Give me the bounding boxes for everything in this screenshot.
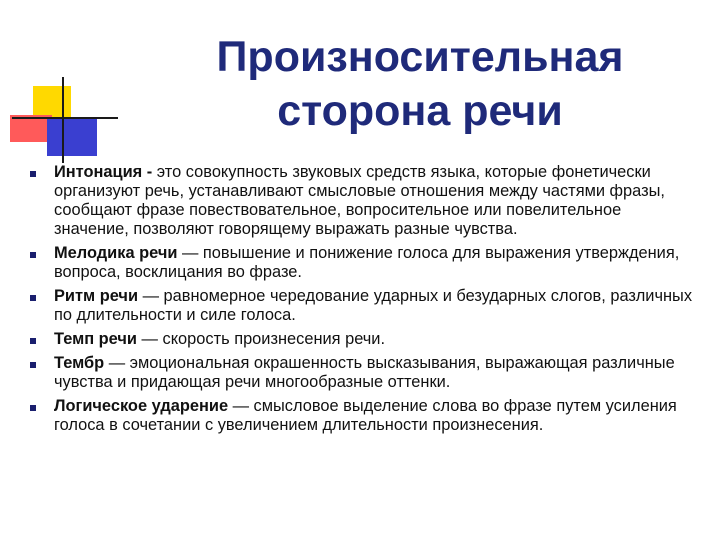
square-bullet-icon [30, 338, 36, 344]
decor-horizontal-line [12, 117, 118, 119]
item-text: — равномерное чередование ударных и безударных слогов, различных по длительности и силе голоса. [54, 287, 693, 324]
square-bullet-icon [30, 405, 36, 411]
list-item [30, 397, 700, 435]
item-term: Логическое ударение [54, 397, 229, 415]
item-text: — скорость произнесения речи. [137, 330, 386, 348]
square-bullet-icon [30, 171, 36, 177]
list-item [30, 287, 700, 325]
item-term: Интонация - [54, 163, 153, 181]
item-term: Ритм речи [54, 287, 139, 305]
item-term: Темп речи [54, 330, 137, 348]
square-bullet-icon [30, 295, 36, 301]
slide-title [150, 30, 690, 138]
list-item [30, 330, 700, 349]
list-item [30, 244, 700, 282]
item-text: — эмоциональная окрашенность высказывания, выражающая различные чувства и придающая речи многообразные оттенки. [54, 354, 675, 391]
title-line-2: сторона речи [277, 87, 563, 135]
definition-list [30, 163, 700, 435]
item-term: Тембр [54, 354, 105, 372]
list-item [30, 163, 700, 239]
decor-vertical-line [62, 77, 64, 163]
list-item [30, 354, 700, 392]
square-bullet-icon [30, 362, 36, 368]
item-text: — повышение и понижение голоса для выражения утверждения, вопроса, восклицания во фразе. [54, 244, 680, 281]
item-text: — смысловое выделение слова во фразе путем усиления голоса в сочетании с увеличением длительности произнесения. [54, 397, 677, 434]
item-term: Мелодика речи [54, 244, 178, 262]
square-bullet-icon [30, 252, 36, 258]
title-line-1: Произносительная [216, 33, 624, 81]
item-text: это совокупность звуковых средств языка, которые фонетически организуют речь, устанавливают смысловые отношения между частями фразы, сообщают фразе повествовательное, вопросительное или повелительное значение, позволяют говорящему выражать разные чувства. [54, 163, 665, 238]
decor-blue-square [47, 118, 97, 156]
decor-red-rectangle [10, 115, 52, 142]
